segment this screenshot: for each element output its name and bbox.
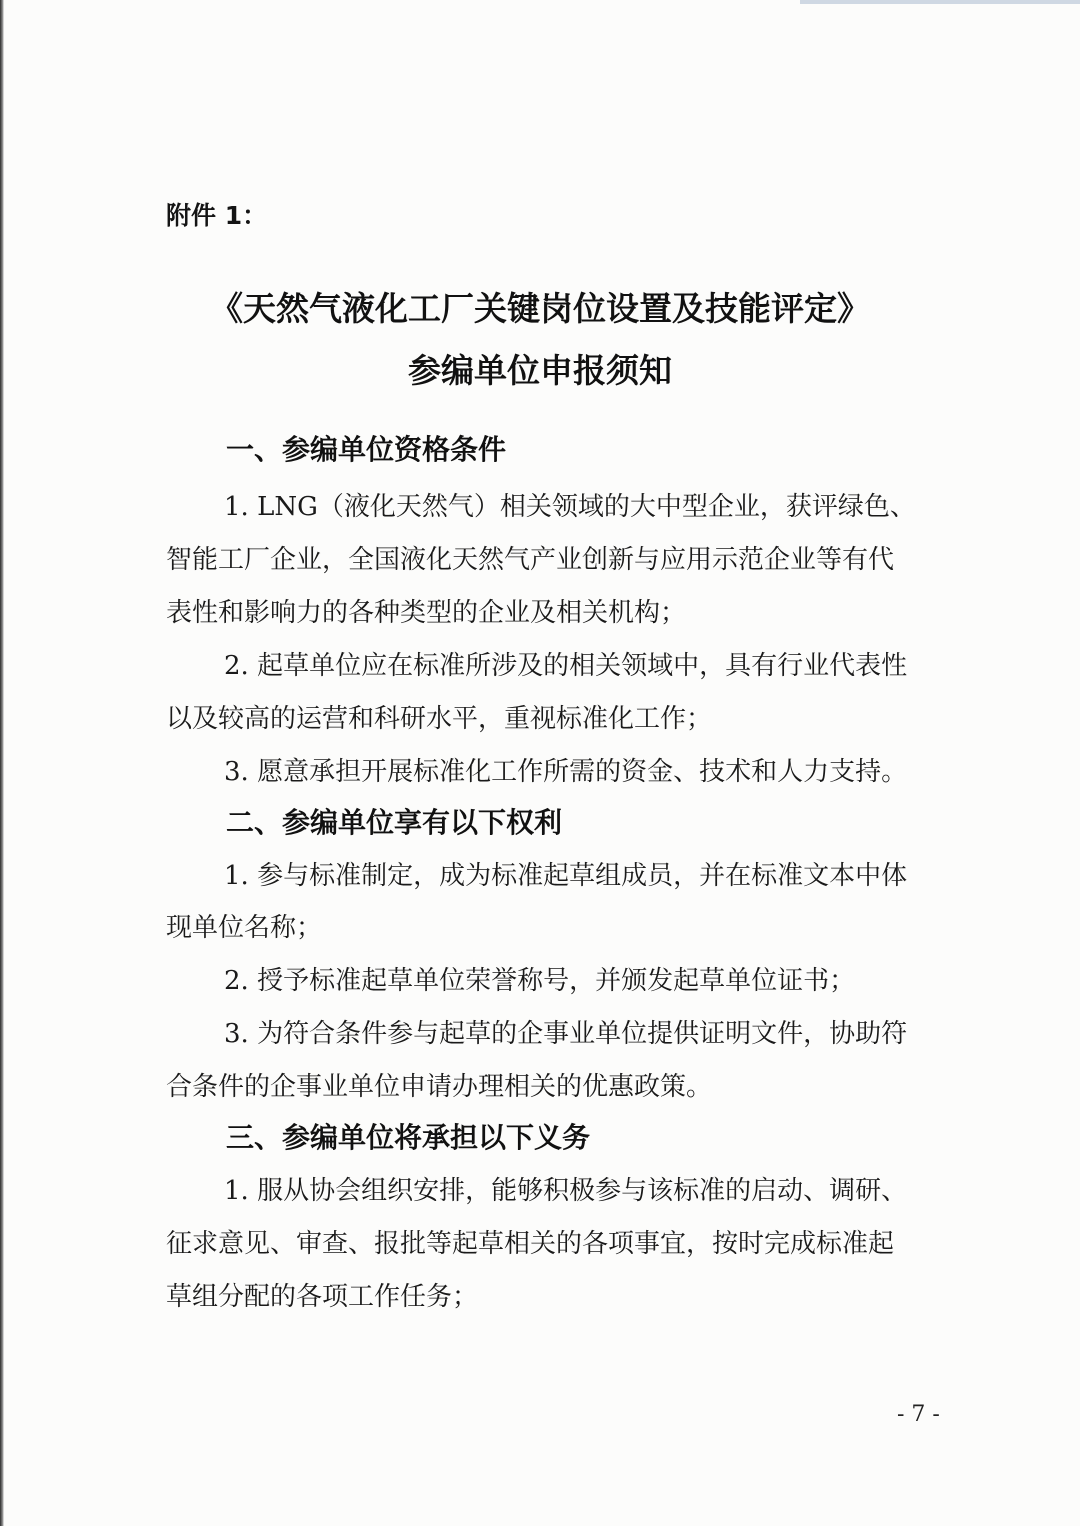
paragraph-line: 智能工厂企业，全国液化天然气产业创新与应用示范企业等有代 — [166, 545, 895, 575]
paragraph-line: 2. 授予标准起草单位荣誉称号，并颁发起草单位证书； — [224, 966, 856, 996]
paragraph-line: 草组分配的各项工作任务； — [166, 1282, 479, 1312]
paragraph-line: 现单位名称； — [166, 913, 323, 943]
page-number: - 7 - — [897, 1402, 940, 1427]
paragraph-line: 1. 参与标准制定，成为标准起草组成员，并在标准文本中体 — [224, 861, 908, 891]
paragraph-line: 征求意见、审查、报批等起草相关的各项事宜，按时完成标准起 — [166, 1229, 895, 1259]
section-heading-rights: 二、参编单位享有以下权利 — [226, 806, 563, 839]
section-heading-qualifications: 一、参编单位资格条件 — [226, 433, 507, 466]
document-title-line-2: 参编单位申报须知 — [408, 351, 672, 390]
paragraph-line: 3. 愿意承担开展标准化工作所需的资金、技术和人力支持。 — [224, 757, 908, 787]
paragraph-line: 3. 为符合条件参与起草的企事业单位提供证明文件，协助符 — [224, 1019, 908, 1049]
paragraph-line: 合条件的企事业单位申请办理相关的优惠政策。 — [166, 1072, 713, 1102]
section-heading-obligations: 三、参编单位将承担以下义务 — [226, 1121, 591, 1154]
paragraph-line: 表性和影响力的各种类型的企业及相关机构； — [166, 598, 687, 628]
paragraph-line: 1. LNG（液化天然气）相关领域的大中型企业，获评绿色、 — [224, 492, 916, 522]
document-title-line-1: 《天然气液化工厂关键岗位设置及技能评定》 — [210, 289, 870, 328]
paragraph-line: 以及较高的运营和科研水平，重视标准化工作； — [166, 704, 713, 734]
paragraph-line: 2. 起草单位应在标准所涉及的相关领域中，具有行业代表性 — [224, 651, 908, 681]
paragraph-line: 1. 服从协会组织安排，能够积极参与该标准的启动、调研、 — [224, 1176, 908, 1206]
attachment-label: 附件 1： — [166, 201, 268, 230]
scan-top-edge — [800, 0, 1080, 4]
scan-left-edge — [0, 0, 4, 1526]
